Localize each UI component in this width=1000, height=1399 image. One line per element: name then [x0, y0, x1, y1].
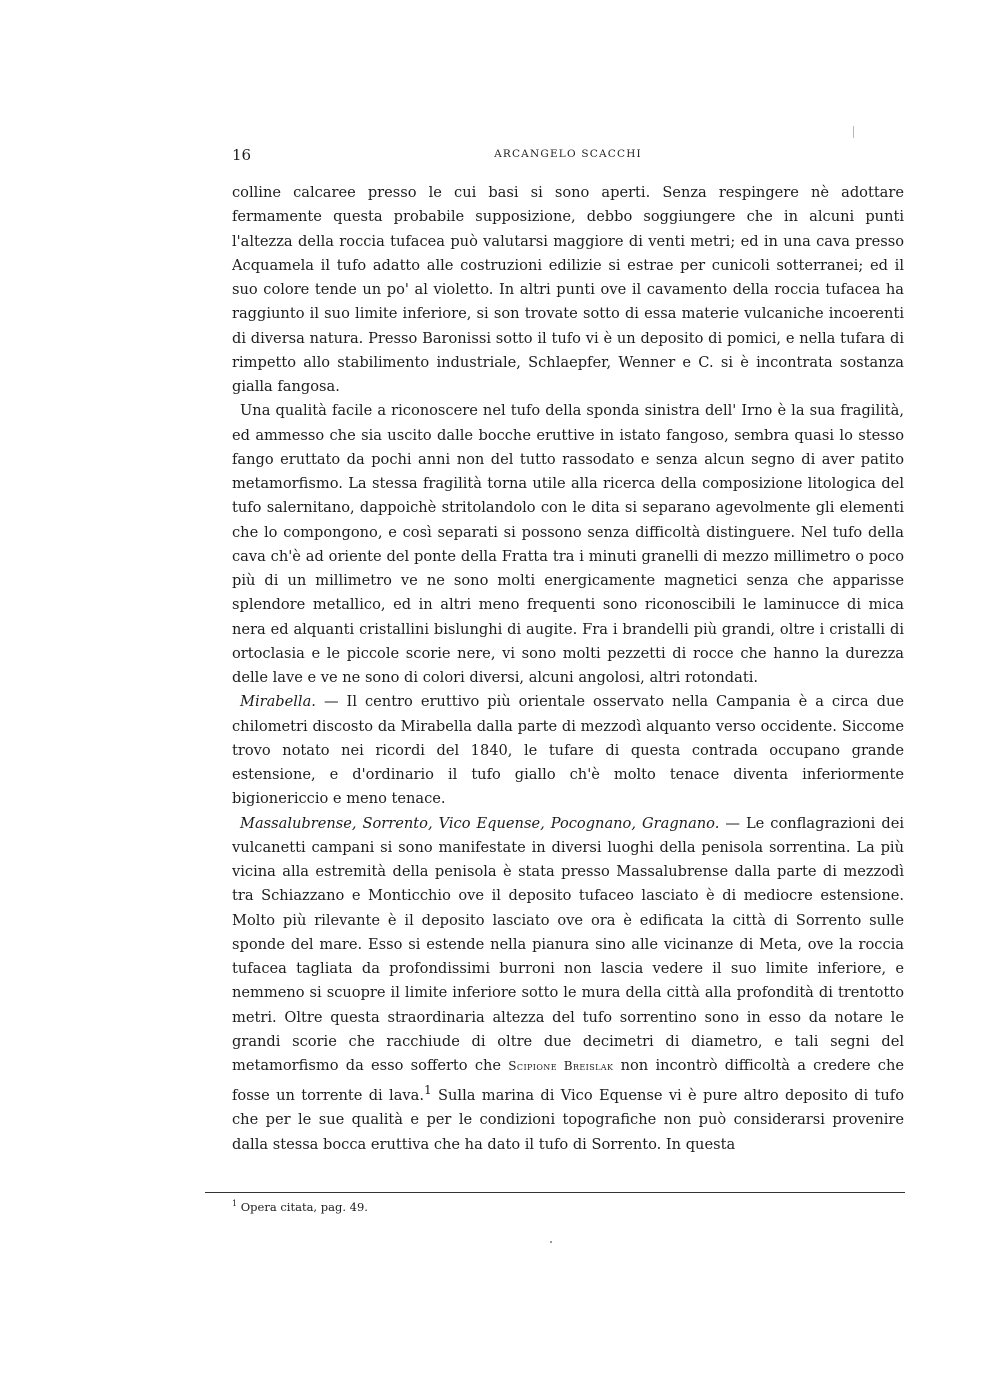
author-name: Scipione Breislak [508, 1059, 614, 1073]
paragraph-4-text-c: Sulla marina di Vico Equense vi è pure altro deposito di tufo che per le sue qualità e per le condizioni topografiche non può considerarsi provenire dalla stessa bocca eruttiva che ha dato il tufo di Sorrento. In questa [232, 1087, 904, 1153]
section-heading-mirabella: Mirabella. [240, 693, 316, 711]
page-header [232, 146, 904, 166]
scan-mark [853, 126, 854, 138]
paragraph-1: colline calcaree presso le cui basi si sono aperti. Senza respingere nè adottare fermamente questa probabile supposizione, debbo soggiungere che in alcuni punti l'altezza della roccia tufacea può valutarsi maggiore di venti metri; ed in una cava presso Acquamela il tufo adatto alle costruzioni edilizie si estrae per cunicoli sotterranei; ed il suo colore tende un po' al violetto. In altri punti ove il cavamento della roccia tufacea ha raggiunto il suo limite inferiore, si son trovate sotto di essa materie vulcaniche incoerenti di diversa natura. Presso Baronissi sotto il tufo vi è un deposito di pomici, e nella tufara di rimpetto allo stabilimento industriale, Schlaepfer, Wenner e C. si è incontrata sostanza gialla fangosa. [232, 184, 904, 395]
footnote-divider [205, 1192, 905, 1193]
scan-mark [550, 1241, 552, 1243]
paragraph-4-text-b: non incontrò difficoltà a credere che fosse un torrente di lava. [232, 1057, 905, 1105]
paragraph-4-text-a: — Le conflagrazioni dei vulcanetti campani si sono manifestate in diversi luoghi della penisola sorrentina. La più vicina alla estremità della penisola è stata presso Massalubrense dalla parte di mezzodì tra Schiazzano e Monticchio ove il deposito tufaceo lasciato è di mediocre estensione. Molto più rilevante è il deposito lasciato ove ora è edificata la città di Sorrento sulle sponde del mare. Esso si estende nella pianura sino alle vicinanze di Meta, ove la roccia tufacea tagliata da profondissimi burroni non lascia vedere il suo limite inferiore, e nemmeno si scuopre il limite inferiore sotto le mura della città alla profondità di trentotto metri. Oltre questa straordinaria altezza del tufo sorrentino sono in esso da notare le grandi scorie che racchiude di oltre due decimetri di diametro, e tali segni del metamorfismo da esso sofferto che [232, 814, 904, 1074]
running-title: ARCANGELO SCACCHI [494, 148, 642, 160]
paragraph-3 [232, 690, 904, 811]
paragraph-3-text: — Il centro eruttivo più orientale osservato nella Campania è a circa due chilometri discosto da Mirabella dalla parte di mezzodì alquanto verso occidente. Siccome trovo notato nei ricordi del 1840, le tufare di questa contrada occupano grande estensione, e d'ordinario il tufo giallo ch'è molto tenace diventa inferiormente bigionericcio e meno tenace. [232, 693, 904, 808]
body-text [232, 181, 904, 1157]
footnote-marker: 1 [232, 1199, 238, 1208]
paragraph-4 [232, 812, 904, 1157]
section-heading-massalubrense: Massalubrense, Sorrento, Vico Equense, Pocognano, Gragnano. [240, 814, 720, 832]
footnote-text: Opera citata, pag. 49. [237, 1199, 368, 1214]
paragraph-2: Una qualità facile a riconoscere nel tufo della sponda sinistra dell' Irno è la sua fragilità, ed ammesso che sia uscito dalle bocche eruttive in istato fangoso, sembra quasi lo stesso fango eruttato da pochi anni non del tutto rassodato e senza alcun segno di aver patito metamorfismo. La stessa fragilità torna utile alla ricerca della composizione litologica del tufo salernitano, dappoichè stritolandolo con le dita si separano agevolmente gli elementi che lo compongono, e così separati si possono senza difficoltà distinguere. Nel tufo della cava ch'è ad oriente del ponte della Fratta tra i minuti granelli di mezzo millimetro o poco più di un millimetro ve ne sono molti energicamente magnetici senza che apparisse splendore metallico, ed in altri meno frequenti sono riconoscibili le laminucce di mica nera ed alquanti cristallini bislunghi di augite. Fra i brandelli più grandi, oltre i cristalli di ortoclasia e le piccole scorie nere, vi sono molti pezzetti di rocce che hanno la durezza delle lave e ve ne sono di colori diversi, alcuni angolosi, altri rotondati. [232, 402, 904, 686]
page-number: 16 [232, 146, 252, 164]
footnote [232, 1199, 368, 1214]
footnote-reference: 1 [423, 1083, 432, 1098]
